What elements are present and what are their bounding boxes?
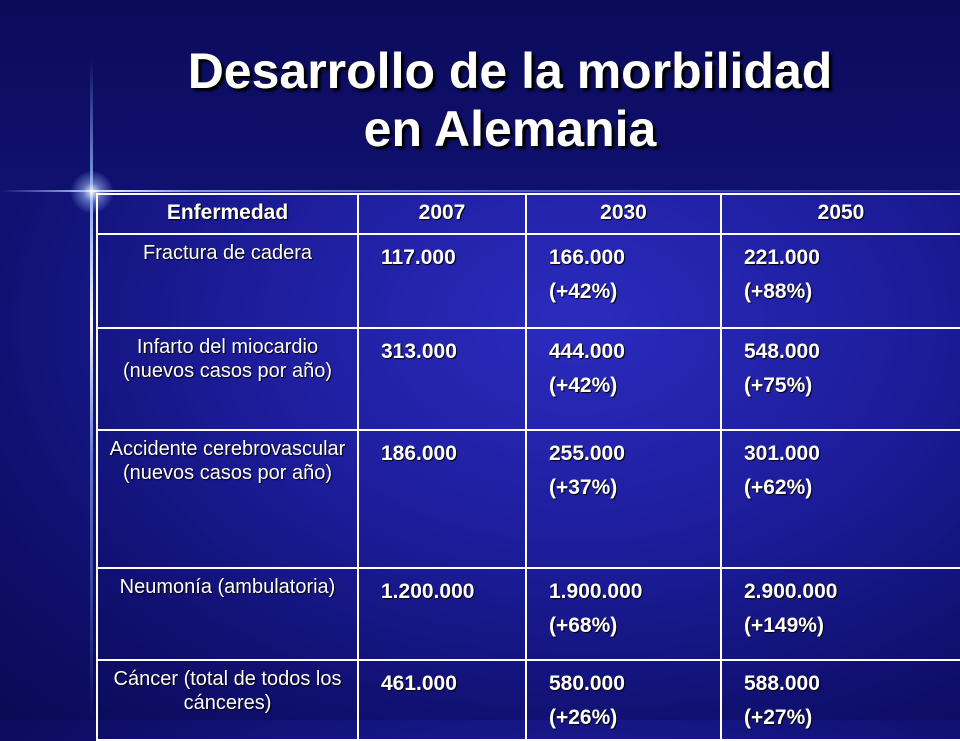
table-row — [97, 568, 960, 660]
value-2030 — [526, 328, 721, 430]
value-2007 — [358, 328, 526, 430]
value-2050-change: (+75%) — [744, 374, 813, 397]
value-2050 — [721, 328, 960, 430]
table-row — [97, 430, 960, 568]
disease-cell: Accidente cerebrovascular (nuevos casos por año) — [97, 430, 358, 568]
value-2030-number: 444.000 — [549, 340, 625, 363]
value-2030-number: 580.000 — [549, 672, 625, 695]
light-flare-horizontal — [0, 190, 960, 192]
value-2007 — [358, 660, 526, 740]
value-2030-number: 166.000 — [549, 246, 625, 269]
value-2050 — [721, 568, 960, 660]
value-2030-change: (+42%) — [549, 374, 618, 397]
slide-title-line-2: en Alemania — [363, 101, 657, 157]
value-2050-change: (+27%) — [744, 706, 813, 729]
value-2030-number: 1.900.000 — [549, 580, 643, 603]
table-row — [97, 328, 960, 430]
value-2007 — [358, 234, 526, 328]
header-2050: 2050 — [721, 194, 960, 234]
disease-cell: Infarto del miocardio (nuevos casos por año) — [97, 328, 358, 430]
value-2030-change: (+42%) — [549, 280, 618, 303]
table-header-row — [97, 194, 960, 234]
value-2007-number: 461.000 — [381, 672, 457, 695]
header-2030: 2030 — [526, 194, 721, 234]
disease-cell: Fractura de cadera — [97, 234, 358, 328]
light-flare-vertical — [90, 60, 93, 720]
disease-cell: Cáncer (total de todos los cánceres) — [97, 660, 358, 740]
value-2050-number: 2.900.000 — [744, 580, 838, 603]
value-2050-number: 221.000 — [744, 246, 820, 269]
value-2007 — [358, 430, 526, 568]
value-2050-number: 548.000 — [744, 340, 820, 363]
value-2030-change: (+37%) — [549, 476, 618, 499]
value-2030 — [526, 568, 721, 660]
table-row — [97, 660, 960, 740]
morbidity-table — [96, 193, 960, 741]
disease-cell: Neumonía (ambulatoria) — [97, 568, 358, 660]
value-2050 — [721, 660, 960, 740]
value-2030 — [526, 430, 721, 568]
value-2030-change: (+26%) — [549, 706, 618, 729]
value-2007-number: 1.200.000 — [381, 580, 475, 603]
value-2050 — [721, 430, 960, 568]
header-2007: 2007 — [358, 194, 526, 234]
value-2050-number: 301.000 — [744, 442, 820, 465]
value-2030 — [526, 660, 721, 740]
value-2050 — [721, 234, 960, 328]
value-2050-change: (+149%) — [744, 614, 824, 637]
slide-title-line-1: Desarrollo de la morbilidad — [187, 43, 833, 99]
value-2007-number: 313.000 — [381, 340, 457, 363]
value-2050-change: (+62%) — [744, 476, 813, 499]
value-2030-number: 255.000 — [549, 442, 625, 465]
header-disease: Enfermedad — [97, 194, 358, 234]
value-2007-number: 186.000 — [381, 442, 457, 465]
value-2007-number: 117.000 — [381, 246, 456, 269]
value-2007 — [358, 568, 526, 660]
value-2030 — [526, 234, 721, 328]
value-2030-change: (+68%) — [549, 614, 618, 637]
table-row — [97, 234, 960, 328]
value-2050-change: (+88%) — [744, 280, 813, 303]
slide-title — [160, 42, 860, 158]
value-2050-number: 588.000 — [744, 672, 820, 695]
